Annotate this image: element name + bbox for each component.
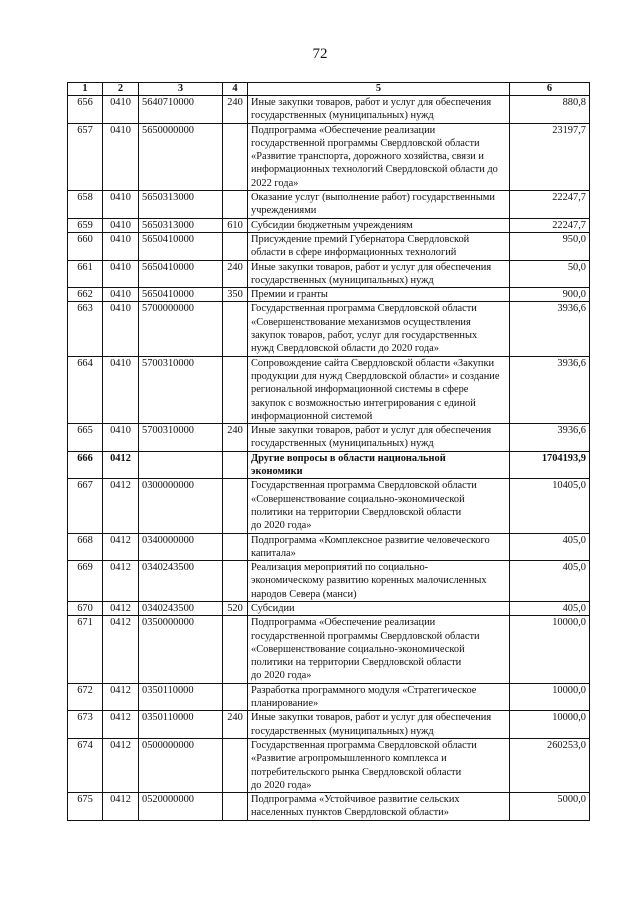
table-row [68,191,590,219]
target-article-cell: 5650410000 [139,232,223,260]
target-article-cell: 0300000000 [139,479,223,533]
item-name-cell: Подпрограмма «Комплексное развитие человеческого капитала» [248,533,510,561]
row-number-cell: 668 [68,533,103,561]
row-number-cell: 669 [68,561,103,602]
item-name-cell: Премии и гранты [248,288,510,302]
table-row [68,479,590,533]
table-header-row [68,83,590,96]
section-code-cell: 0410 [103,218,139,232]
row-number-cell: 661 [68,260,103,288]
row-number-cell: 656 [68,96,103,124]
row-number-cell: 660 [68,232,103,260]
table-row [68,123,590,190]
expense-type-cell: 350 [223,288,248,302]
table-row [68,683,590,711]
section-code-cell: 0410 [103,96,139,124]
row-number-cell: 673 [68,711,103,739]
item-name-cell: Государственная программа Свердловской области «Совершенствование социально-экономической политики на территории Свердловской области до 2020 года» [248,479,510,533]
item-name-cell: Субсидии бюджетным учреждениям [248,218,510,232]
row-number-cell: 666 [68,451,103,479]
item-name-cell: Подпрограмма «Устойчивое развитие сельских населенных пунктов Свердловской области» [248,793,510,821]
expense-type-cell [223,479,248,533]
row-number-cell: 658 [68,191,103,219]
table-row [68,260,590,288]
item-name-cell: Разработка программного модуля «Стратегическое планирование» [248,683,510,711]
item-name-cell: Иные закупки товаров, работ и услуг для обеспечения государственных (муниципальных) нужд [248,424,510,452]
item-name-cell: Другие вопросы в области национальной экономики [248,451,510,479]
section-code-cell: 0410 [103,260,139,288]
table-row [68,451,590,479]
amount-cell: 3936,6 [510,302,590,356]
expense-type-cell: 520 [223,601,248,615]
row-number-cell: 664 [68,356,103,423]
table-row [68,302,590,356]
expense-type-cell: 240 [223,424,248,452]
item-name-cell: Подпрограмма «Обеспечение реализации государственной программы Свердловской области «Развитие транспорта, дорожного хозяйства, связи и информационных технологий Свердловской области до 2022 года» [248,123,510,190]
expense-type-cell [223,616,248,683]
section-code-cell: 0412 [103,601,139,615]
expense-type-cell [223,232,248,260]
table-row [68,793,590,821]
expense-type-cell [223,356,248,423]
amount-cell: 10000,0 [510,616,590,683]
section-code-cell: 0412 [103,451,139,479]
header-col-4: 4 [223,83,248,96]
expense-type-cell [223,683,248,711]
table-row [68,533,590,561]
expense-type-cell [223,451,248,479]
item-name-cell: Государственная программа Свердловской области «Развитие агропромышленного комплекса и потребительского рынка Свердловской области до 2020 года» [248,738,510,792]
target-article-cell: 0340243500 [139,561,223,602]
item-name-cell: Подпрограмма «Обеспечение реализации государственной программы Свердловской области «Совершенствование социально-экономической политики на территории Свердловской области до 2020 года» [248,616,510,683]
budget-table [67,82,590,821]
row-number-cell: 667 [68,479,103,533]
item-name-cell: Государственная программа Свердловской области «Совершенствование механизмов осуществления закупок товаров, работ, услуг для государственных нужд Свердловской области до 2020 года» [248,302,510,356]
item-name-cell: Реализация мероприятий по социально- экономическому развитию коренных малочисленных народов Севера (манси) [248,561,510,602]
target-article-cell [139,451,223,479]
target-article-cell: 5700310000 [139,356,223,423]
row-number-cell: 659 [68,218,103,232]
section-code-cell: 0410 [103,191,139,219]
row-number-cell: 672 [68,683,103,711]
target-article-cell: 5700310000 [139,424,223,452]
section-code-cell: 0412 [103,793,139,821]
amount-cell: 10405,0 [510,479,590,533]
table-row [68,218,590,232]
amount-cell: 23197,7 [510,123,590,190]
row-number-cell: 657 [68,123,103,190]
target-article-cell: 5640710000 [139,96,223,124]
header-col-3: 3 [139,83,223,96]
item-name-cell: Иные закупки товаров, работ и услуг для обеспечения государственных (муниципальных) нужд [248,260,510,288]
section-code-cell: 0412 [103,561,139,602]
item-name-cell: Иные закупки товаров, работ и услуг для обеспечения государственных (муниципальных) нужд [248,711,510,739]
section-code-cell: 0412 [103,738,139,792]
section-code-cell: 0412 [103,683,139,711]
table-row [68,601,590,615]
target-article-cell: 5650410000 [139,260,223,288]
amount-cell: 1704193,9 [510,451,590,479]
expense-type-cell [223,191,248,219]
section-code-cell: 0412 [103,711,139,739]
section-code-cell: 0410 [103,302,139,356]
expense-type-cell [223,302,248,356]
target-article-cell: 0340000000 [139,533,223,561]
item-name-cell: Присуждение премий Губернатора Свердловской области в сфере информационных технологий [248,232,510,260]
target-article-cell: 0500000000 [139,738,223,792]
item-name-cell: Иные закупки товаров, работ и услуг для обеспечения государственных (муниципальных) нужд [248,96,510,124]
amount-cell: 50,0 [510,260,590,288]
page-number: 72 [312,46,328,62]
target-article-cell: 0350000000 [139,616,223,683]
table-row [68,711,590,739]
expense-type-cell [223,738,248,792]
section-code-cell: 0410 [103,288,139,302]
row-number-cell: 670 [68,601,103,615]
amount-cell: 22247,7 [510,218,590,232]
table-row [68,424,590,452]
target-article-cell: 5650313000 [139,191,223,219]
target-article-cell: 0350110000 [139,711,223,739]
amount-cell: 900,0 [510,288,590,302]
target-article-cell: 0520000000 [139,793,223,821]
section-code-cell: 0410 [103,123,139,190]
amount-cell: 3936,6 [510,424,590,452]
header-col-5: 5 [248,83,510,96]
table-row [68,288,590,302]
table-row [68,96,590,124]
expense-type-cell [223,561,248,602]
row-number-cell: 665 [68,424,103,452]
amount-cell: 5000,0 [510,793,590,821]
target-article-cell: 5650313000 [139,218,223,232]
amount-cell: 3936,6 [510,356,590,423]
table-body [68,96,590,821]
amount-cell: 880,8 [510,96,590,124]
row-number-cell: 674 [68,738,103,792]
item-name-cell: Сопровождение сайта Свердловской области «Закупки продукции для нужд Свердловской области» и создание региональной информационной системы в сфере закупок с возможностью интегрирования с единой информационной системой [248,356,510,423]
amount-cell: 405,0 [510,561,590,602]
expense-type-cell: 240 [223,711,248,739]
item-name-cell: Оказание услуг (выполнение работ) государственными учреждениями [248,191,510,219]
section-code-cell: 0410 [103,424,139,452]
table-row [68,738,590,792]
amount-cell: 950,0 [510,232,590,260]
section-code-cell: 0412 [103,616,139,683]
target-article-cell: 5650410000 [139,288,223,302]
amount-cell: 22247,7 [510,191,590,219]
item-name-cell: Субсидии [248,601,510,615]
table-row [68,616,590,683]
table-row [68,561,590,602]
section-code-cell: 0410 [103,356,139,423]
section-code-cell: 0412 [103,479,139,533]
amount-cell: 10000,0 [510,683,590,711]
expense-type-cell: 610 [223,218,248,232]
amount-cell: 10000,0 [510,711,590,739]
target-article-cell: 0350110000 [139,683,223,711]
amount-cell: 405,0 [510,533,590,561]
expense-type-cell [223,533,248,561]
table-row [68,232,590,260]
row-number-cell: 662 [68,288,103,302]
expense-type-cell: 240 [223,260,248,288]
row-number-cell: 671 [68,616,103,683]
table-row [68,356,590,423]
target-article-cell: 5700000000 [139,302,223,356]
section-code-cell: 0410 [103,232,139,260]
header-col-2: 2 [103,83,139,96]
target-article-cell: 0340243500 [139,601,223,615]
expense-type-cell: 240 [223,96,248,124]
target-article-cell: 5650000000 [139,123,223,190]
header-col-1: 1 [68,83,103,96]
expense-type-cell [223,123,248,190]
amount-cell: 405,0 [510,601,590,615]
amount-cell: 260253,0 [510,738,590,792]
expense-type-cell [223,793,248,821]
row-number-cell: 675 [68,793,103,821]
row-number-cell: 663 [68,302,103,356]
section-code-cell: 0412 [103,533,139,561]
header-col-6: 6 [510,83,590,96]
